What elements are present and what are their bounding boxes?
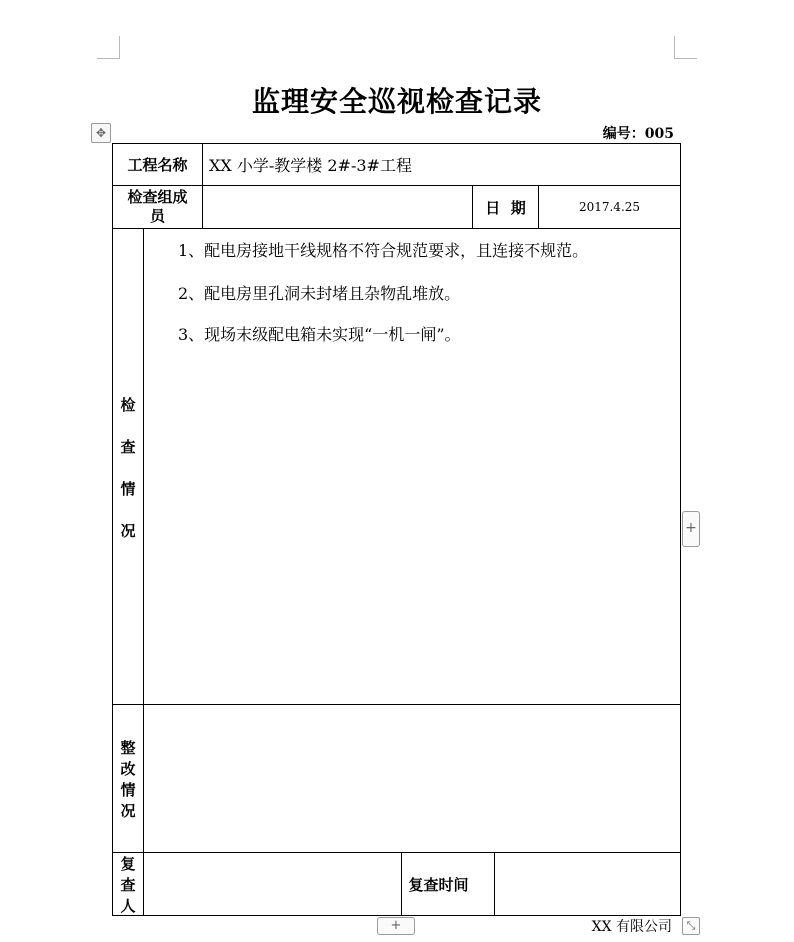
row-divider (112, 228, 681, 229)
project-name-value[interactable]: XX 小学-教学楼 2#-3#工程 (209, 156, 412, 175)
rectification-value[interactable] (150, 712, 675, 847)
inspection-status-label-char: 情 (120, 480, 136, 498)
add-row-button[interactable]: + (377, 917, 415, 935)
reviewer-label-char: 复 (120, 855, 136, 873)
inspection-item[interactable]: 2、配电房里孔洞未封堵且杂物乱堆放。 (178, 284, 461, 303)
table-resize-icon[interactable]: ⤡ (682, 917, 700, 935)
inspection-team-label-line2: 员 (149, 207, 165, 225)
inspection-item[interactable]: 3、现场末级配电箱未实现“一机一闸”。 (178, 325, 461, 344)
inspection-item[interactable]: 1、配电房接地干线规格不符合规范要求，且连接不规范。 (178, 241, 589, 260)
company-footer: XX 有限公司 (591, 919, 672, 935)
crop-mark-top-right (674, 36, 697, 59)
row-divider (112, 704, 681, 705)
rectification-status-label-char: 况 (120, 802, 136, 820)
reviewer-value[interactable] (144, 853, 401, 915)
inspection-status-label-char: 况 (120, 522, 136, 540)
reviewer-label-char: 人 (120, 897, 136, 915)
project-name-label: 工程名称 (127, 156, 188, 174)
inspection-status-label-char: 查 (120, 438, 136, 456)
rectification-status-label-char: 改 (120, 760, 136, 778)
add-column-button[interactable]: + (682, 511, 700, 547)
inspection-team-label (113, 186, 202, 228)
document-title: 监理安全巡视检查记录 (251, 85, 542, 118)
inspection-team-label-line1: 检查组成 (127, 188, 188, 206)
rectification-status-label-char: 情 (120, 781, 136, 799)
reviewer-label-char: 查 (120, 876, 136, 894)
review-time-label: 复查时间 (408, 875, 469, 894)
date-value[interactable]: 2017.4.25 (578, 200, 641, 214)
date-label: 日 期 (485, 198, 526, 217)
inspection-status-label-char: 检 (120, 396, 136, 414)
inspection-team-value[interactable] (203, 186, 472, 228)
col-divider (143, 228, 144, 916)
document-number: 编号：005 (602, 126, 674, 142)
crop-mark-top-left (97, 36, 120, 59)
rectification-status-label-char: 整 (120, 739, 136, 757)
table-move-handle-icon[interactable]: ✥ (91, 123, 111, 143)
review-time-value[interactable] (495, 853, 680, 915)
